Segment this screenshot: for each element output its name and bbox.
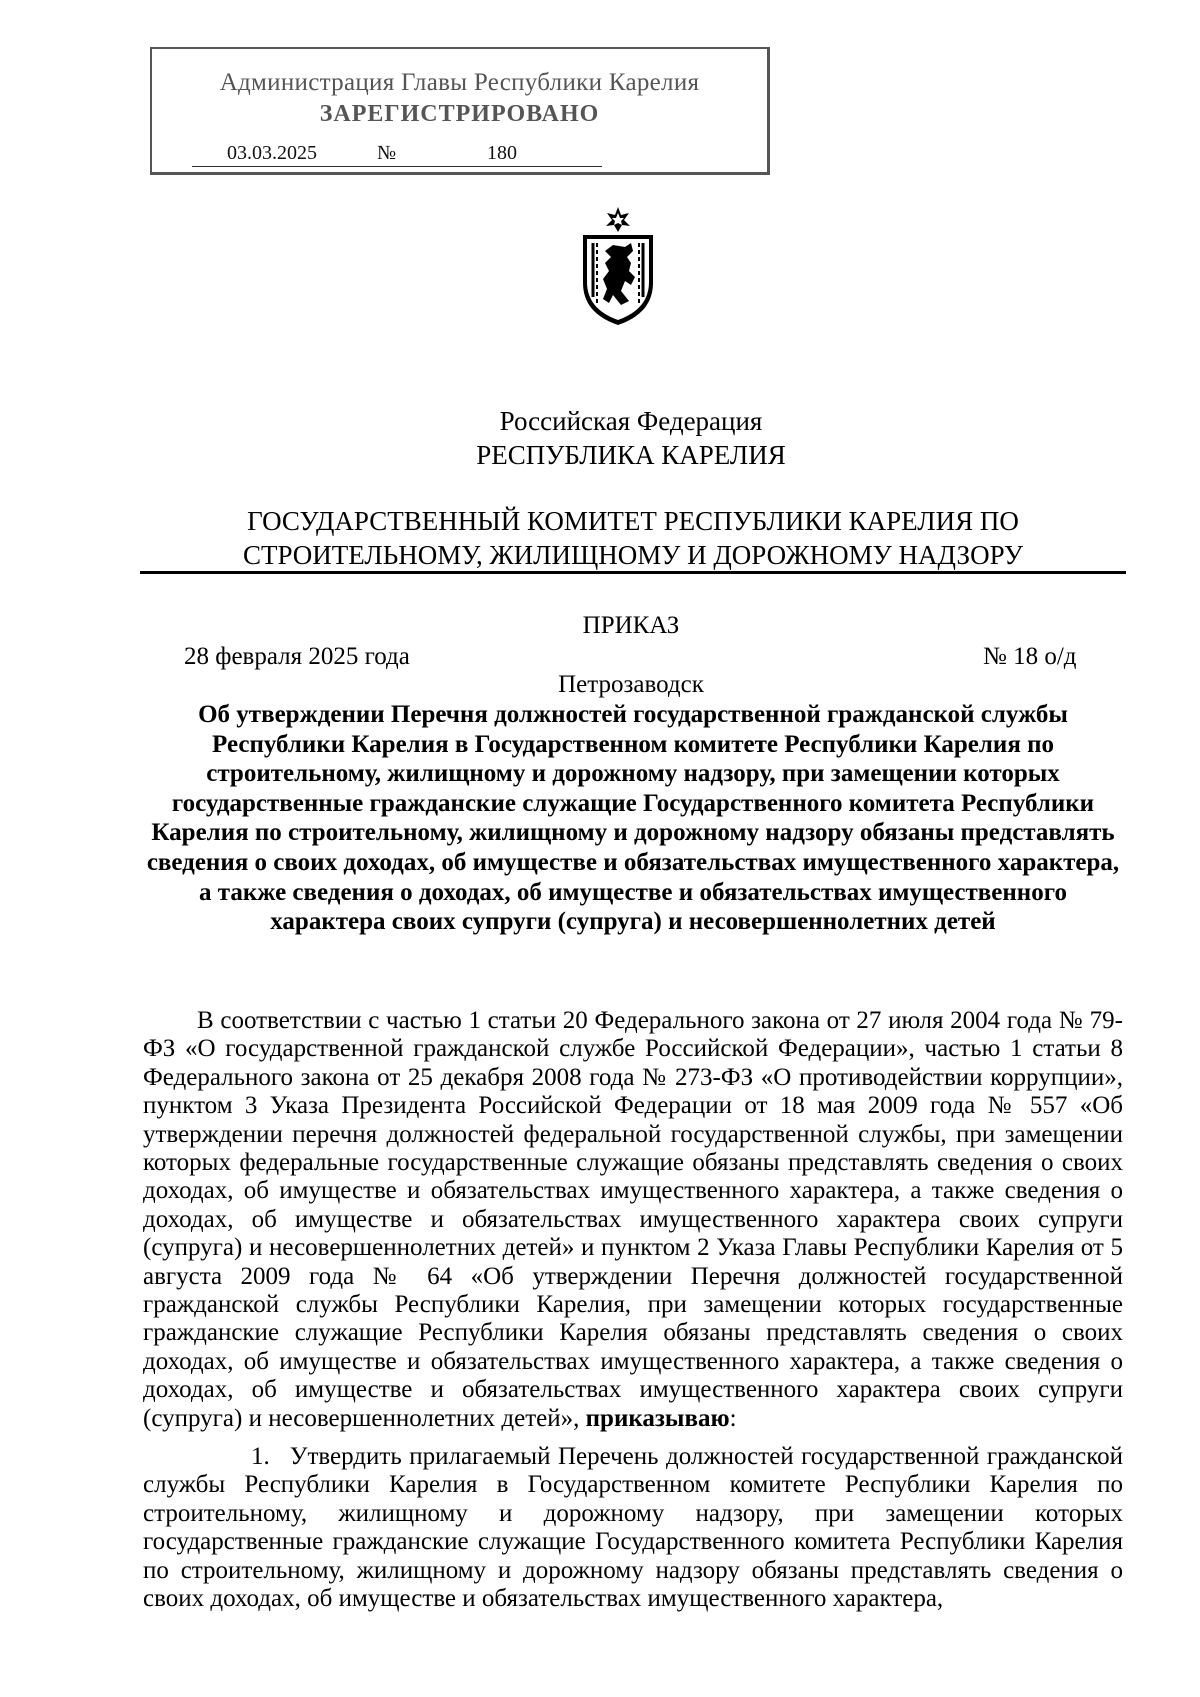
item-1-number: 1.: [251, 1443, 270, 1470]
order-number: № 18 о/д: [983, 643, 1077, 670]
stamp-number: 180: [487, 142, 517, 164]
country-name: Российская Федерация: [499, 406, 763, 436]
item-1-paragraph: [143, 1443, 1123, 1613]
order-subject: Об утверждении Перечня должностей государственной гражданской службы Республики Карелия в Государственном комитете Республики Карелия по строительному, жилищному и дорожному надзору, при замещении которых государственные гражданские служащие Государственного комитета Республики Карелия по строительному, жилищному и дорожному надзору обязаны представлять сведения о своих доходах, об имуществе и обязательствах имущественного характера, а также сведения о доходах, об имуществе и обязательствах имущественного характера своих супруги (супруга) и несовершеннолетних детей: [146, 701, 1120, 936]
committee-name: [140, 504, 1126, 572]
stamp-number-sign: №: [377, 142, 397, 164]
header-divider: [140, 571, 1126, 574]
order-date: 28 февраля 2025 года: [184, 643, 410, 670]
karelia-coat-of-arms-icon: [575, 205, 661, 327]
preamble-text: В соответствии с частью 1 статьи 20 Федерального закона от 27 июля 2004 года № 79-ФЗ «О государственной гражданской службе Российской Федерации», частью 1 статьи 8 Федерального закона от 25 декабря 2008 года № 273-ФЗ «О противодействии коррупции», пунктом 3 Указа Президента Российской Федерации от 18 мая 2009 года № 557 «Об утверждении перечня должностей федеральной государственной службы, при замещении которых федеральные государственные служащие обязаны представлять сведения о своих доходах, об имуществе и обязательствах имущественного характера, а также сведения о доходах, об имуществе и обязательствах имущественного характера своих супруги (супруга) и несовершеннолетних детей» и пунктом 2 Указа Главы Республики Карелия от 5 августа 2009 года № 64 «Об утверждении Перечня должностей государственной гражданской службы Республики Карелия, при замещении которых государственные гражданские служащие Республики Карелия обязаны представлять сведения о своих доходах, об имуществе и обязательствах имущественного характера, а также сведения о доходах, об имуществе и обязательствах имущественного характера своих супруги (супруга) и несовершеннолетних детей»,: [143, 1007, 1123, 1432]
stamp-administration: Администрация Главы Республики Карелия: [219, 69, 700, 96]
stamp-registered: ЗАРЕГИСТРИРОВАНО: [319, 101, 600, 127]
order-word: приказываю: [585, 1404, 730, 1432]
order-colon: :: [729, 1404, 737, 1432]
preamble-paragraph: [143, 1007, 1123, 1433]
registration-stamp: [150, 47, 770, 175]
stamp-date: 03.03.2025: [227, 142, 317, 164]
stamp-registration-line: [192, 142, 602, 167]
republic-name: РЕСПУБЛИКА КАРЕЛИЯ: [476, 440, 786, 470]
order-city: Петрозаводск: [558, 671, 704, 698]
committee-line-2: СТРОИТЕЛЬНОМУ, ЖИЛИЩНОМУ И ДОРОЖНОМУ НАДЗОРУ: [242, 540, 1024, 570]
committee-line-1: ГОСУДАРСТВЕННЫЙ КОМИТЕТ РЕСПУБЛИКИ КАРЕЛИЯ ПО: [247, 506, 1019, 536]
item-1-text: Утвердить прилагаемый Перечень должностей государственной гражданской службы Республики Карелия в Государственном комитете Республики Карелия по строительному, жилищному и дорожному надзору, при замещении которых государственные гражданские служащие Государственного комитета Республики Карелия по строительному, жилищному и дорожному надзору обязаны представлять сведения о своих доходах, об имуществе и обязательствах имущественного характера,: [143, 1443, 1123, 1613]
order-title: ПРИКАЗ: [582, 612, 680, 639]
